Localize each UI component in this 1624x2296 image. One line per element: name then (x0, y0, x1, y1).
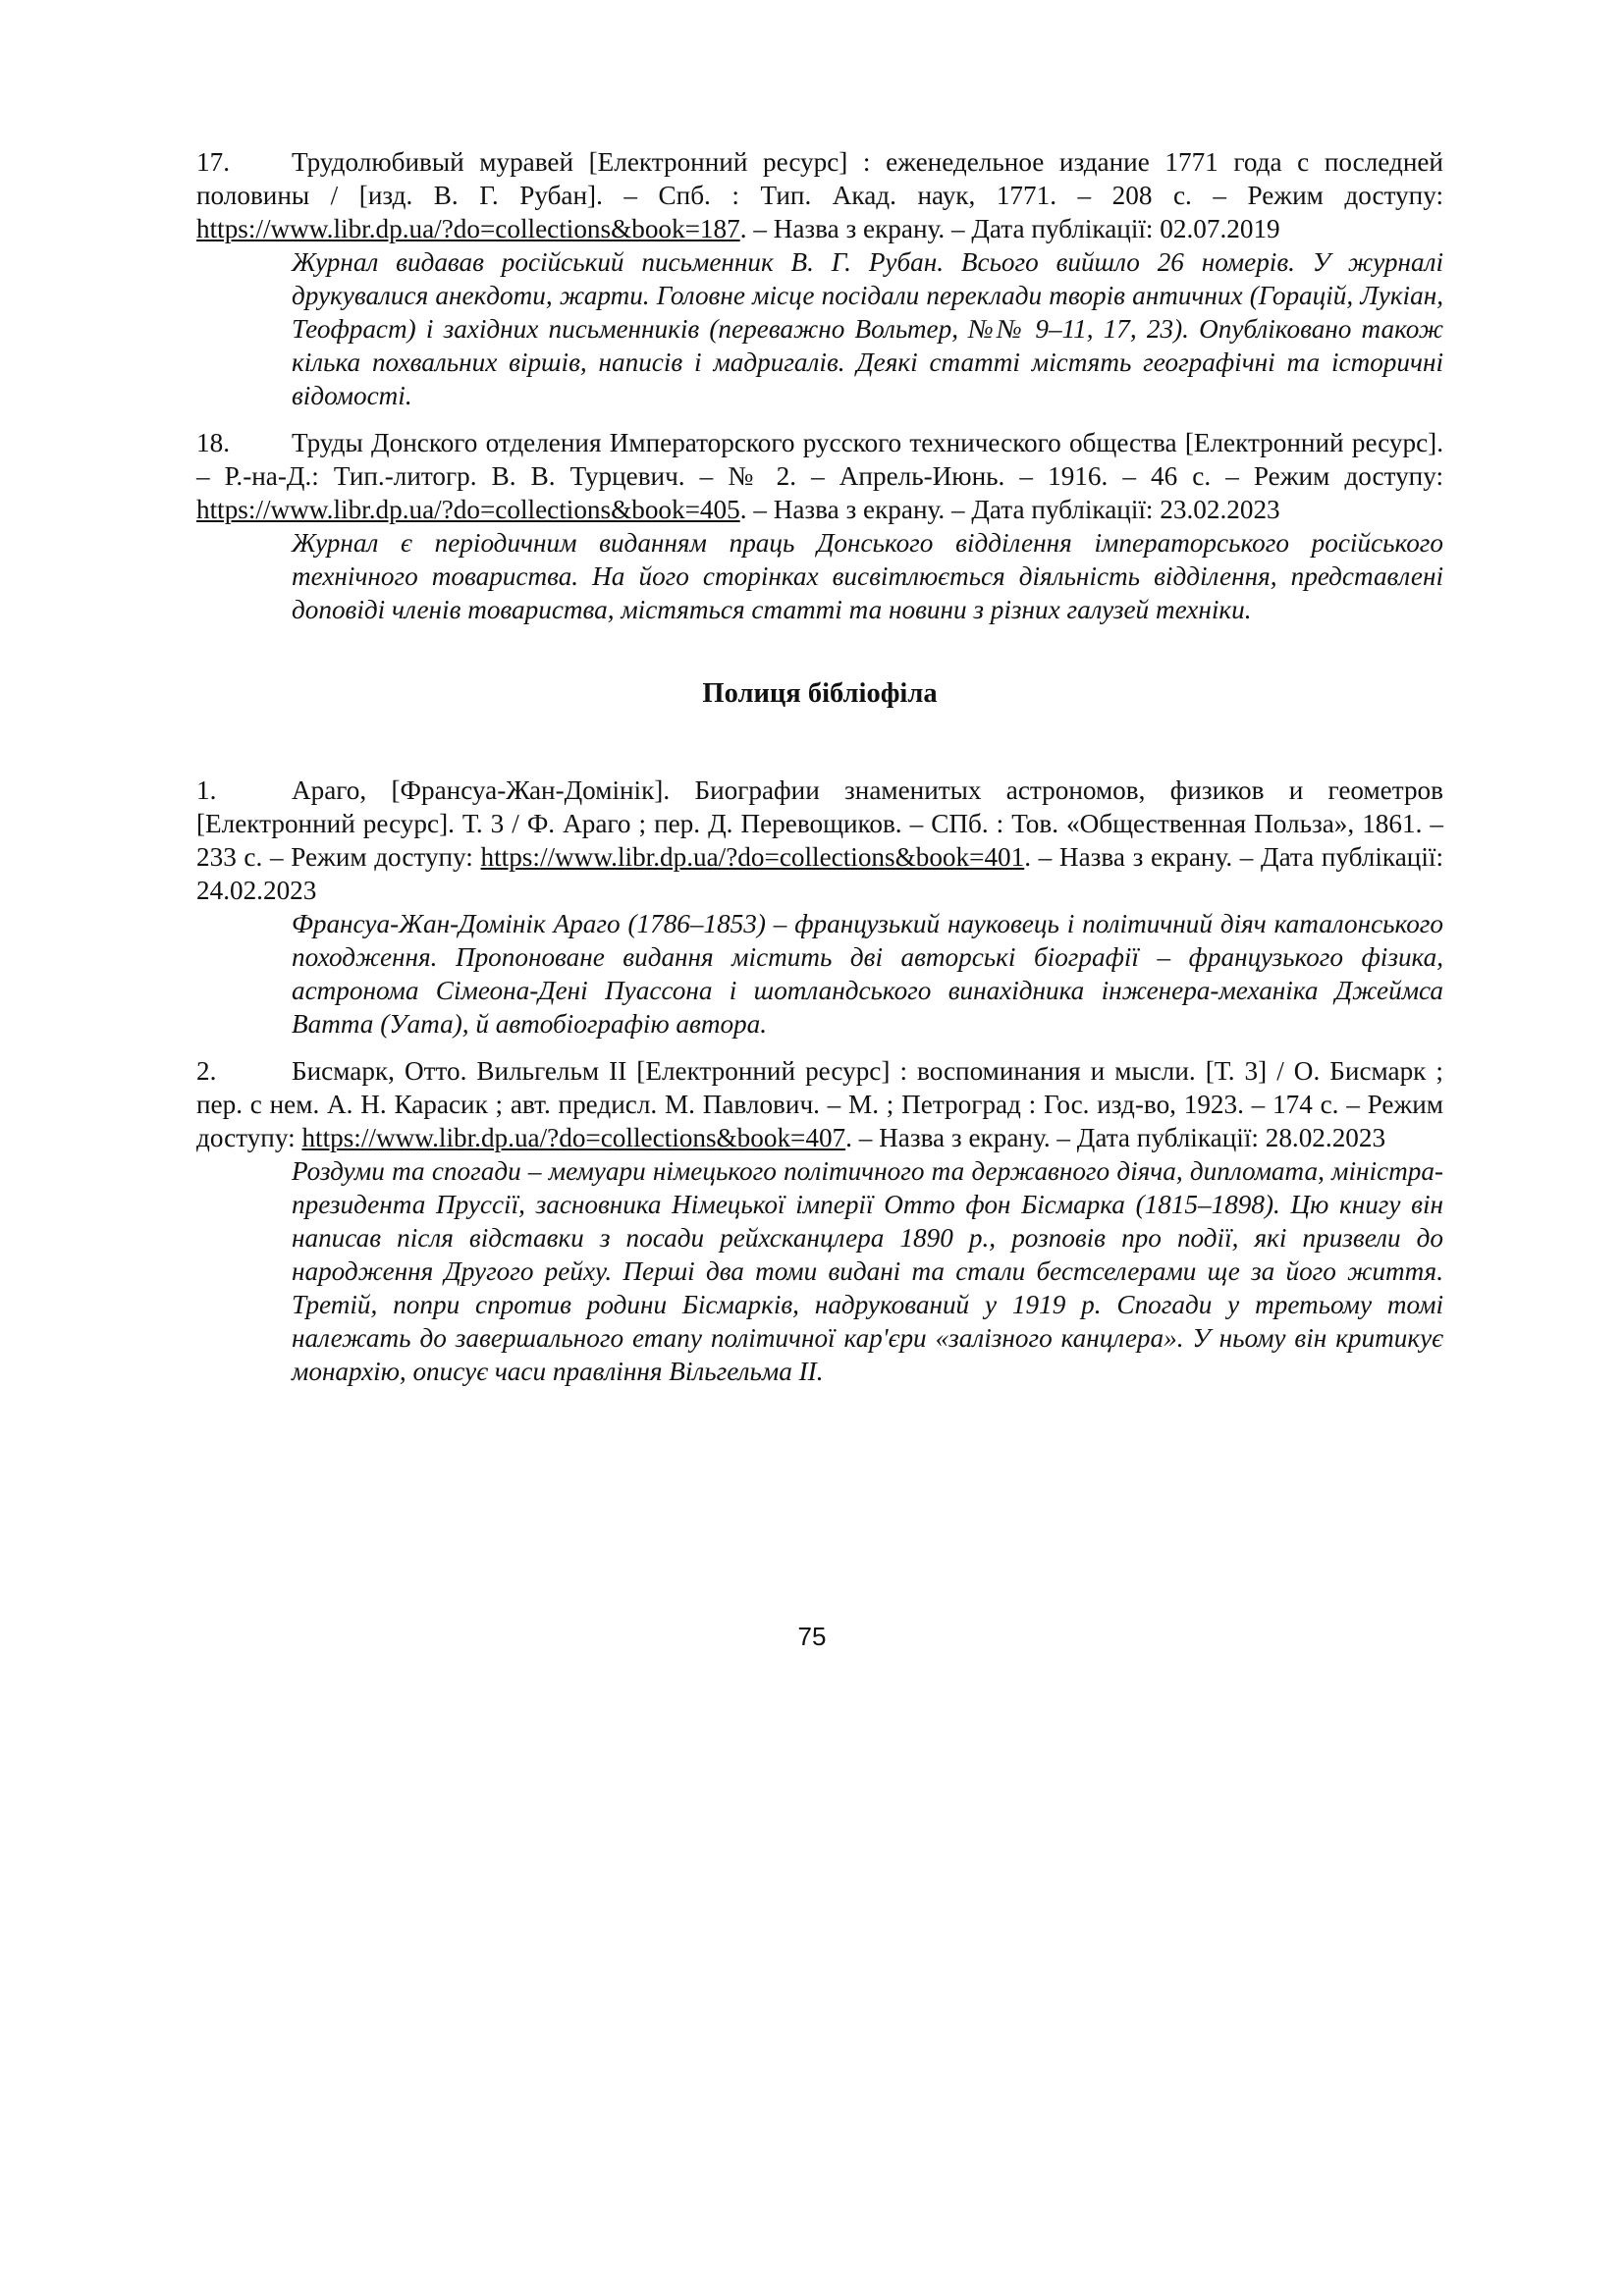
entry-number: 18. (196, 428, 230, 457)
section-title: Полиця бібліофіла (702, 678, 938, 709)
resource-link[interactable]: https://www.libr.dp.ua/?do=collections&book=187 (196, 214, 740, 243)
annotation: Журнал є періодичним виданням праць Донського відділення імператорського російського технічного товариства. На його сторінках висвітлюється діяльність відділення, представлені доповіді членів товариства, містяться статті та новини з різних галузей техніки. (292, 528, 1443, 624)
document-page (196, 145, 1443, 1388)
annotation: Франсуа-Жан-Домінік Араго (1786–1853) – французький науковець і політичний діяч каталонського походження. Пропоноване видання містить дві авторські біографії – французького фізика, астронома Сімеона-Дені Пуассона і шотландського винахідника інженера-механіка Джеймса Ватта (Уата), й автобіографію автора. (292, 909, 1443, 1039)
page-number: 75 (797, 1622, 827, 1651)
annotation: Журнал видавав російський письменник В. Г. Рубан. Всього вийшло 26 номерів. У журналі друкувалися анекдоти, жарти. Головне місце посідали переклади творів античних (Горацій, Лукіан, Теофраст) і західних письменників (переважно Вольтер, №№ 9–11, 17, 23). Опубліковано також кілька похвальних віршів, написів і мадригалів. Деякі статті містять географічні та історичні відомості. (292, 247, 1443, 410)
citation-text: Труды Донского отделения Императорского русского технического общества [Електронний ресурс]. – Р.-на-Д.: Тип.-литогр. В. В. Турцевич. – № 2. – Апрель-Июнь. – 1916. – 46 с. – Режим доступу: (196, 428, 1443, 491)
entry-number: 1. (196, 775, 217, 805)
entry-number: 17. (196, 147, 230, 177)
bib-entry-2 (196, 1054, 1443, 1388)
citation-tail: . – Назва з екрану. – Дата публікації: 24.02.2023 (196, 842, 1443, 905)
resource-link[interactable]: https://www.libr.dp.ua/?do=collections&book=401 (480, 842, 1025, 872)
citation (196, 426, 1443, 526)
citation-tail: . – Назва з екрану. – Дата публікації: 23.02.2023 (739, 495, 1280, 524)
annotation: Роздуми та спогади – мемуари німецького політичного та державного діяча, дипломата, міністра-президента Пруссії, засновника Німецької імперії Отто фон Бісмарка (1815–1898). Цю книгу він написав після відставки з посади рейхсканцлера 1890 р., розповів про події, які призвели до народження Другого рейху. Перші два томи видані та стали бестселерами ще за його життя. Третій, попри спротив родини Бісмарків, надрукований у 1919 р. Спогади у третьому томі належать до завершального етапу політичної кар'єри «залізного канцлера». У ньому він критикує монархію, описує часи правління Вільгельма II. (292, 1156, 1443, 1386)
citation-text: Араго, [Франсуа-Жан-Домінік]. Биографии знаменитых астрономов, физиков и геометров [Електронний ресурс]. Т. 3 / Ф. Араго ; пер. Д. Перевощиков. – СПб. : Тов. «Общественная Польза», 1861. – 233 с. – Режим доступу: (196, 775, 1443, 872)
citation-text: Бисмарк, Отто. Вильгельм II [Електронний ресурс] : воспоминания и мысли. [Т. 3] / О. Бисмарк ; пер. с нем. А. Н. Карасик ; авт. предисл. М. Павлович. – М. ; Петроград : Гос. изд-во, 1923. – 174 с. – Режим доступу: (196, 1056, 1443, 1152)
entry-number: 2. (196, 1056, 217, 1086)
citation (196, 1054, 1443, 1154)
citation-text: Трудолюбивый муравей [Електронний ресурс] : еженедельное издание 1771 года с последней половины / [изд. В. Г. Рубан]. – Спб. : Тип. Акад. наук, 1771. – 208 с. – Режим доступу: (196, 147, 1443, 210)
citation-tail: . – Назва з екрану. – Дата публікації: 02.07.2019 (739, 214, 1280, 243)
resource-link[interactable]: https://www.libr.dp.ua/?do=collections&book=405 (196, 495, 740, 524)
citation (196, 145, 1443, 245)
resource-link[interactable]: https://www.libr.dp.ua/?do=collections&book=407 (301, 1123, 846, 1152)
citation (196, 774, 1443, 907)
bib-entry-18 (196, 426, 1443, 626)
citation-tail: . – Назва з екрану. – Дата публікації: 28.02.2023 (845, 1123, 1386, 1152)
bib-entry-17 (196, 145, 1443, 412)
bib-entry-1 (196, 774, 1443, 1041)
